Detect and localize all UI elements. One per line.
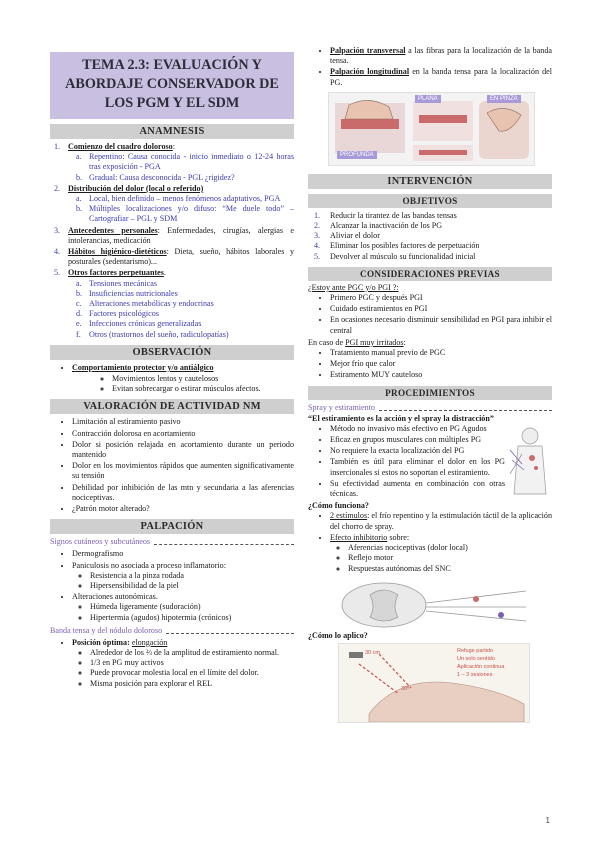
list-item: • También es útil para eliminar el dolor en los PG insercionales si estos no soportan el estiramiento.: [330, 457, 505, 477]
list-item: • Posición óptima: elongación ◦ Alrededor de los ⅔ de la amplitud de estiramiento normal. ◦ 1/3 en PG muy activos ◦ Puede provocar molestia local en el límite del dolor. ◦ Misma posición para explorar el REL: [72, 638, 294, 689]
list-item: ◦ Misma posición para explorar el REL: [90, 679, 294, 689]
banda-list: [50, 638, 294, 689]
list-item: • Dolor si posición relajada en acortamiento durante un periodo mantenido: [72, 440, 294, 460]
list-item: ◦ Resistencia a la pinza rodada: [90, 571, 294, 581]
figure-label: PROFUNDA: [337, 151, 377, 159]
list-item: • Limitación al estiramiento pasivo: [72, 417, 294, 427]
application-figure: [338, 643, 530, 723]
palpacion-tipos-list: [308, 46, 552, 88]
list-item: 2. Alcanzar la inactivación de los PG: [314, 221, 443, 231]
list-item: 3. Aliviar el dolor: [314, 231, 380, 241]
anamnesis-item: 1. Comienzo del cuadro doloroso: a. Repentino: Causa conocida - inicio inmediato o 12-24 horas tras exposición - PGA b. Gradual: Causa desconocida - PGL ¿rigidez?: [54, 142, 294, 182]
list-item: • Paniculosis no asociada a proceso inflamatorio: ◦ Resistencia a la pinza rodada ◦ Hipersensibilidad de la piel: [72, 561, 294, 592]
funciona-list: [308, 511, 552, 573]
spray-subheading: Spray y estiramiento: [308, 403, 552, 412]
list-item: • Palpación longitudinal en la banda tensa para la localización del PG.: [330, 67, 552, 87]
section-palpacion-heading: PALPACIÓN: [50, 519, 294, 534]
anamnesis-item: 5. Otros factores perpetuantes. a. Tensiones mecánicas b. Insuficiencias nutricionales c. Alteraciones metabólicas y endocrinas d. Factores psicológicos e. Infecciones crónicas generalizadas f. Otros (trastornos del sueño, radiculopatías): [54, 268, 229, 339]
list-item: • Mejor frío que calor: [330, 359, 552, 369]
list-item: • Debilidad por inhibición de las mtn y secundaria a las aferencias nociceptivas.: [72, 483, 294, 503]
list-item: • Primero PGC y después PGI: [330, 293, 552, 303]
list-item: ◦ Reflejo motor: [348, 553, 552, 563]
list-item: ◦ Respuestas autónomas del SNC: [348, 564, 552, 574]
anamnesis-item: 3. Antecedentes personales: Enfermedades, cirugías, alergias e intolerancias, medicación: [54, 225, 294, 245]
anamnesis-list: [50, 142, 294, 340]
anamnesis-item: 4. Hábitos higiénico-dietéticos: Dieta, sueño, hábitos laborales y posturales (sedentarismo)...: [54, 247, 294, 267]
list-item: ◦ Hipersensibilidad de la piel: [90, 581, 294, 591]
figure-label: Refuge partido: [457, 647, 494, 654]
section-observacion-heading: OBSERVACIÓN: [50, 345, 294, 360]
spinal-cord-figure: [336, 577, 532, 629]
spray-figure: [504, 424, 552, 508]
list-item: ◦ Evitan sobrecargar o estirar músculos afectos.: [112, 384, 294, 394]
spray-list: [308, 424, 505, 499]
left-column: [50, 0, 294, 690]
valoracion-list: [50, 417, 294, 514]
objetivos-list: [308, 211, 552, 262]
figure-label: Un solo sentido: [457, 655, 495, 662]
como-funciona-heading: ¿Cómo funciona?: [308, 501, 369, 511]
list-item: • Comportamiento protector y/o antiálgico: [72, 363, 294, 373]
list-item: 5. Devolver al músculo su funcionalidad inicial: [314, 251, 476, 261]
figure-label: 30º: [401, 685, 410, 692]
irritados-line: En caso de PGI muy irritados:: [308, 337, 406, 347]
figure-label: 1 – 3 sesiones: [457, 671, 493, 678]
list-item: ◦ Hipertermia (agudos) hipotermia (crónicos): [90, 613, 294, 623]
list-item: • Efecto inhibitorio sobre: ◦ Aferencias nociceptivas (dolor local) ◦ Reflejo motor ◦ Respuestas autónomas del SNC: [330, 533, 552, 574]
figure-label: 30 cm: [365, 649, 380, 656]
list-item: ◦ 1/3 en PG muy activos: [90, 658, 294, 668]
anamnesis-item: 2. Distribución del dolor (local o referido) a. Local, bien definido – menos fenómenos adaptativos, PGA b. Múltiples localizaciones y/o difuso: “Me duele todo” – Cartografiar – PGL y SDM: [54, 183, 294, 224]
page-title: TEMA 2.3: EVALUACIÓN Y ABORDAJE CONSERVADOR DE LOS PGM Y EL SDM: [50, 52, 294, 119]
objetivos-heading: OBJETIVOS: [308, 194, 552, 208]
list-item: • No requiere la exacta localización del PG: [330, 446, 505, 456]
consideraciones-heading: CONSIDERACIONES PREVIAS: [308, 267, 552, 281]
procedimientos-heading: PROCEDIMIENTOS: [308, 386, 552, 400]
section-intervencion-heading: INTERVENCIÓN: [308, 174, 552, 189]
como-aplico-heading: ¿Cómo lo aplico?: [308, 630, 368, 640]
pgc-list: [308, 293, 552, 336]
section-anamnesis-heading: ANAMNESIS: [50, 124, 294, 139]
list-item: • Eficaz en grupos musculares con múltiples PG: [330, 435, 505, 445]
list-item: 4. Eliminar los posibles factores de perpetuación: [314, 241, 480, 251]
irritados-list: [308, 348, 552, 381]
list-item: ◦ Movimientos lentos y cautelosos: [112, 374, 294, 384]
section-valoracion-heading: VALORACIÓN DE ACTIVIDAD NM: [50, 399, 294, 414]
list-item: • Palpación transversal a las fibras para la localización de la banda tensa.: [330, 46, 552, 66]
right-column: [308, 0, 552, 723]
list-item: • Dolor en los movimientos rápidos que aumenten significativamente su tensión: [72, 461, 294, 481]
figure-label: EN PINZA: [487, 95, 521, 103]
pgc-question: ¿Estoy ante PGC y/o PGI ?:: [308, 282, 399, 292]
list-item: ◦ Alrededor de los ⅔ de la amplitud de estiramiento normal.: [90, 648, 294, 658]
list-item: • En ocasiones necesario disminuir sensibilidad en PGI para inhibir el central: [330, 315, 552, 335]
signos-list: [50, 549, 294, 622]
list-item: • Cuidado estiramientos en PGI: [330, 304, 552, 314]
spray-quote: “El estiramiento es la acción y el spray la distracción”: [308, 413, 494, 423]
list-item: • Su efectividad aumenta en combinación con otras técnicas.: [330, 479, 505, 499]
list-item: • Tratamiento manual previo de PGC: [330, 348, 552, 358]
figure-label: Aplicación continua: [457, 663, 505, 670]
observacion-list: [50, 363, 294, 395]
signos-subheading: Signos cutáneos y subcutáneos: [50, 537, 294, 546]
list-item: • ¿Patrón motor alterado?: [72, 504, 294, 514]
palpation-figure: [328, 92, 535, 166]
figure-label: PLANA: [415, 95, 441, 103]
banda-subheading: Banda tensa y del nódulo doloroso: [50, 626, 294, 635]
list-item: • Estiramento MUY cauteloso: [330, 370, 552, 380]
list-item: • Dermografismo: [72, 549, 294, 559]
list-item: ◦ Puede provocar molestia local en el límite del dolor.: [90, 668, 294, 678]
list-item: • Alteraciones autonómicas. ◦ Húmeda ligeramente (sudoración) ◦ Hipertermia (agudos) hipotermia (crónicos): [72, 592, 294, 623]
list-item: ◦ Húmeda ligeramente (sudoración): [90, 602, 294, 612]
list-item: • Contracción dolorosa en acortamiento: [72, 429, 294, 439]
list-item: ◦ Aferencias nociceptivas (dolor local): [348, 543, 552, 553]
list-item: 1. Reducir la tirantez de las bandas tensas: [314, 210, 457, 220]
list-item: • Método no invasivo más efectivo en PG Agudos: [330, 424, 505, 434]
list-item: • 2 estímulos: el frío repentino y la estimulación táctil de la aplicación del chorro de spray.: [330, 511, 552, 531]
page-number: 1: [545, 816, 550, 825]
